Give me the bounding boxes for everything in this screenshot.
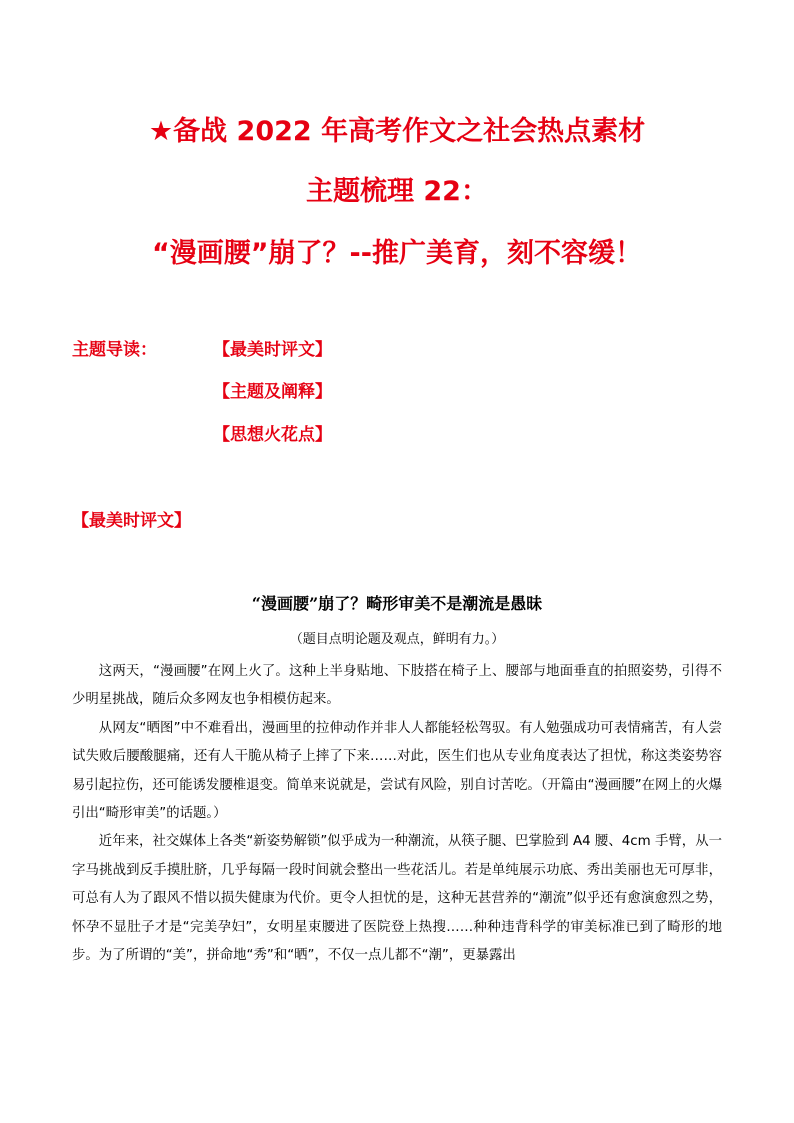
section-heading: 【最美时评文】	[72, 511, 191, 531]
article-paragraph: 这两天，“漫画腰”在网上火了。这种上半身贴地、下肢搭在椅子上、腰部与地面垂直的拍照姿势，引得不少明星挑战，随后众多网友也争相模仿起来。	[72, 664, 722, 708]
main-title-line-3: “漫画腰”崩了？--推广美育，刻不容缓！	[152, 238, 642, 269]
article-note: （题目点明论题及观点，鲜明有力。）	[289, 632, 505, 647]
article-body	[72, 658, 722, 970]
main-title-line-1: ★备战 2022 年高考作文之社会热点素材	[148, 116, 646, 147]
article-paragraph: 从网友“晒图”中不难看出，漫画里的拉伸动作并非人人都能轻松驾驭。有人勉强成功可表情痛苦，有人尝试失败后腰酸腿痛，还有人干脆从椅子上摔了下来……对此，医生们也从专业角度表达了担忧，称这类姿势容易引起拉伤，还可能诱发腰椎退变。简单来说就是，尝试有风险，别自讨苦吃。（开篇由“漫画腰”在网上的火爆引出“畸形审美”的话题。）	[72, 720, 722, 822]
guide-label: 主题导读：	[72, 340, 157, 360]
article-title-text: “漫画腰”崩了？畸形审美不是潮流是愚昧	[251, 594, 543, 613]
article-title	[0, 593, 794, 615]
guide-item-theme-explanation: 【主题及阐释】	[213, 382, 332, 402]
main-title-line-2: 主题梳理 22：	[306, 176, 488, 207]
guide-item-idea-sparks: 【思想火花点】	[213, 425, 332, 445]
guide-item-best-commentary: 【最美时评文】	[213, 340, 332, 360]
article-paragraph: 近年来，社交媒体上各类“新姿势解锁”似乎成为一种潮流，从筷子腿、巴掌脸到 A4 腰、4cm 手臂，从一字马挑战到反手摸肚脐，几乎每隔一段时间就会整出一些花活儿。若是单纯展示功底、秀出美丽也无可厚非，可总有人为了跟风不惜以损失健康为代价。更令人担忧的是，这种无甚营养的“潮流”似乎还有愈演愈烈之势，怀孕不显肚子才是“完美孕妇”，女明星束腰进了医院登上热搜……种种违背科学的审美标准已到了畸形的地步。为了所谓的“美”，拼命地“秀”和“晒”，不仅一点儿都不“潮”，更暴露出	[72, 834, 722, 964]
